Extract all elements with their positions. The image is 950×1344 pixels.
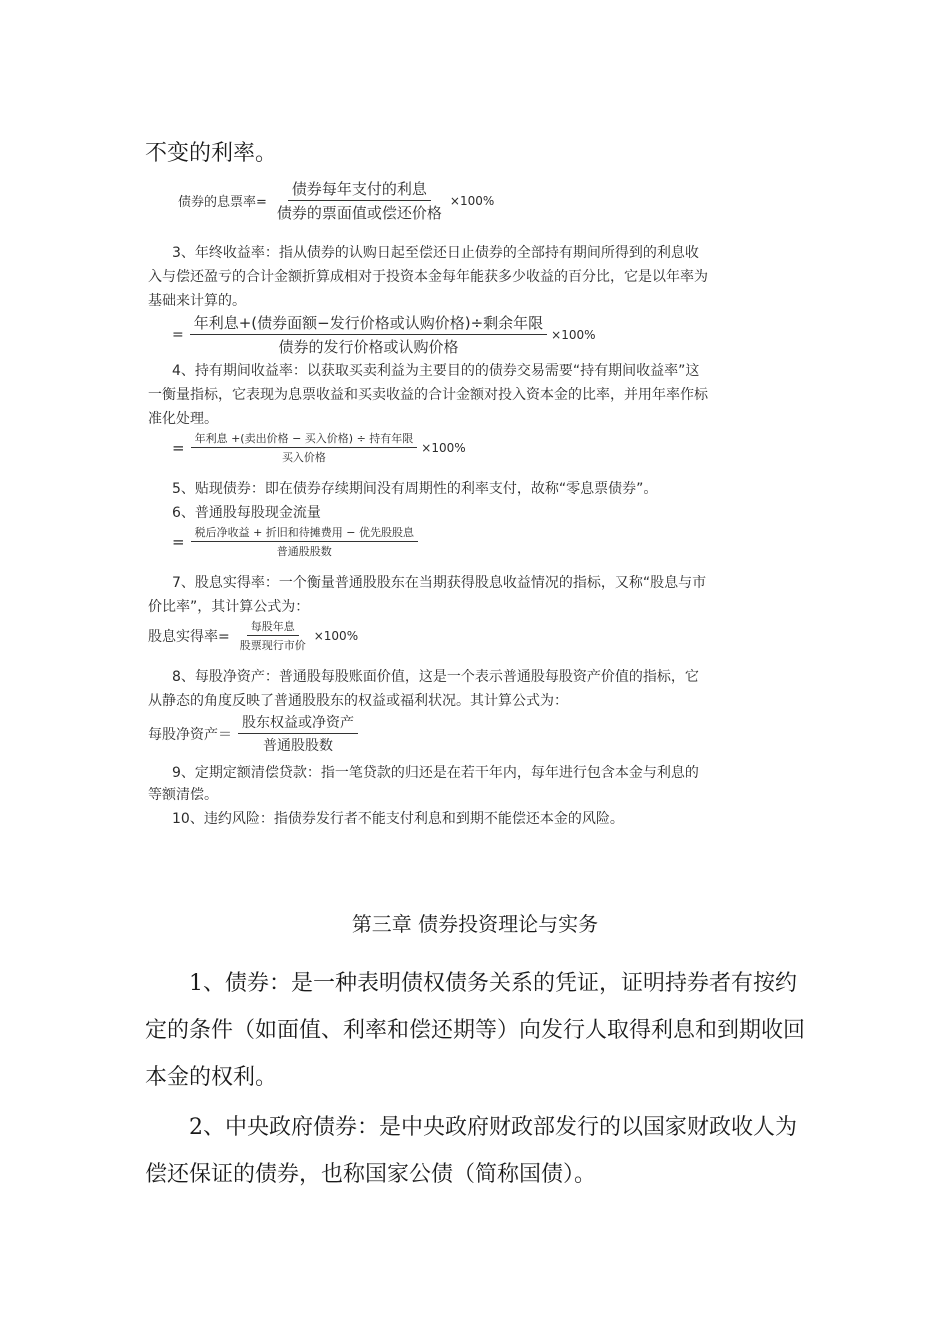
- item3-line3: 基础来计算的。: [148, 293, 246, 309]
- net-assets-formula: [148, 712, 358, 755]
- dividend-yield-formula: [148, 618, 358, 653]
- formula-numerator: 股东权益或净资产: [238, 712, 358, 734]
- formula-denominator: 普通股股数: [263, 738, 333, 754]
- item9-line1: 9、定期定额清偿贷款：指一笔贷款的归还是在若干年内，每年进行包含本金与利息的: [172, 765, 699, 781]
- item4-line1: 4、持有期间收益率：以获取买卖利益为主要目的的债券交易需要“持有期间收益率”这: [172, 363, 700, 379]
- formula-numerator: 年利息+(债券面额−发行价格或认购价格)÷剩余年限: [190, 312, 547, 335]
- paragraph-bond-definition: 1、债券：是一种表明债权债务关系的凭证，证明持券者有按约定的条件（如面值、利率和偿还期等）向发行人取得利息和到期收回本金的权利。: [145, 971, 806, 1090]
- chapter-title: 第三章 债券投资理论与实务: [351, 912, 599, 936]
- formula-numerator: 每股年息: [247, 618, 299, 636]
- item5: 5、贴现债券：即在债券存续期间没有周期性的利率支付，故称“零息票债券”。: [172, 481, 658, 497]
- item8-line2: 从静态的角度反映了普通股股东的权益或福利状况。其计算公式为：: [148, 693, 568, 709]
- formula-multiplier: ×100%: [449, 193, 495, 208]
- item4-line2: 一衡量指标，它表现为息票收益和买卖收益的合计金额对投入资本金的比率，并用年率作标: [148, 387, 708, 403]
- holding-yield-formula: [172, 430, 466, 465]
- formula-lhs: =: [172, 438, 185, 457]
- lead-text: 不变的利率。: [145, 141, 278, 166]
- item3-line2: 入与偿还盈亏的合计金额折算成相对于投资本金每年能获多少收益的百分比，它是以年率为: [148, 269, 708, 285]
- formula-numerator: 税后净收益 + 折旧和待摊费用 − 优先股股息: [191, 524, 418, 542]
- formula-denominator: 普通股股数: [276, 545, 332, 558]
- item4-line3: 准化处理。: [148, 411, 218, 427]
- formula-lhs: =: [172, 326, 184, 343]
- item6: 6、普通股每股现金流量: [172, 505, 321, 521]
- item7-line2: 价比率”，其计算公式为：: [148, 599, 310, 615]
- formula-denominator: 债券的发行价格或认购价格: [278, 338, 459, 356]
- formula-multiplier: ×100%: [421, 440, 466, 455]
- formula-lhs: 股息实得率=: [148, 628, 230, 645]
- scanned-formula-image: [148, 170, 810, 830]
- formula-lhs: 债券的息票率=: [178, 195, 267, 210]
- cash-flow-formula: [172, 524, 418, 559]
- formula-denominator: 债券的票面值或偿还价格: [276, 204, 442, 222]
- formula-lhs: 每股净资产＝: [148, 726, 232, 743]
- item8-line1: 8、每股净资产：普通股每股账面价值，这是一个表示普通股每股资产价值的指标，它: [172, 669, 699, 685]
- item10: 10、违约风险：指债券发行者不能支付利息和到期不能偿还本金的风险。: [172, 811, 624, 827]
- formula-lhs: =: [172, 532, 185, 551]
- formula-denominator: 股票现行市价: [239, 639, 306, 652]
- paragraph-government-bond: 2、中央政府债券：是中央政府财政部发行的以国家财政收人为偿还保证的债券，也称国家公债（简称国债）。: [145, 1115, 797, 1187]
- coupon-rate-formula: [178, 178, 494, 223]
- formula-numerator: 债券每年支付的利息: [288, 178, 431, 201]
- item9-line2: 等额清偿。: [148, 787, 218, 803]
- formula-multiplier: ×100%: [551, 327, 596, 342]
- yield-formula: [172, 312, 596, 357]
- item7-line1: 7、股息实得率：一个衡量普通股股东在当期获得股息收益情况的指标，又称“股息与市: [172, 575, 707, 591]
- formula-numerator: 年利息 +(卖出价格 − 买入价格) ÷ 持有年限: [191, 430, 418, 448]
- formula-multiplier: ×100%: [313, 628, 359, 643]
- item3-line1: 3、年终收益率：指从债券的认购日起至偿还日止债券的全部持有期间所得到的利息收: [172, 245, 699, 261]
- formula-denominator: 买入价格: [281, 451, 326, 464]
